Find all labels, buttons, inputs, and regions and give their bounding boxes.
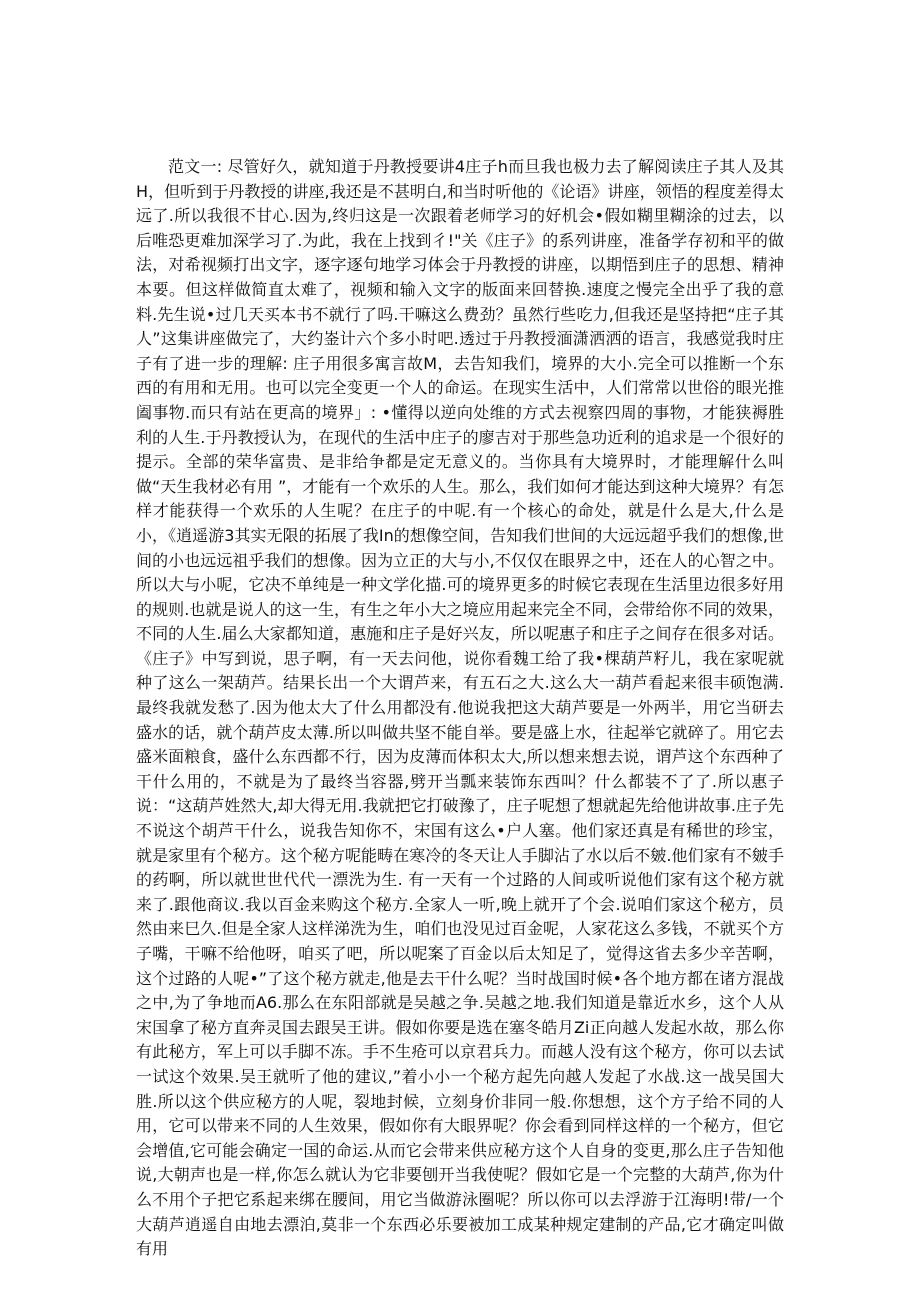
essay-paragraph: 范文一: 尽管好久，就知道于丹教授要讲4庄子h而旦我也极力去了解阅读庄子其人及其H，但听到于丹教授的讲座,我还是不甚明白,和当时听他的《论语》讲座，领悟的程度差得太远了.所以我很不甘心.因为,终归这是一次跟着老师学习的好机会•假如糊里糊涂的过去，以后唯恐更难加深学习了.为此，我在上找到彳!"关《庄子》的系列讲座，准备学存初和平的做法，对希视频打出文字，逐字逐句地学习体会于丹教授的讲座，以期悟到庄子的思想、精神本要。但这样做简直太难了，视频和输入文字的版面来回替换.速度之慢完全出乎了我的意料.先生说•过几天买本书不就行了吗.干嘛这么费劲？虽然行些吃力,但我还是坚持把“庄子其人”这集讲座做完了，大约崟计六个多小时吧.透过于丹教授湎潇洒洒的语言，我感觉我时庄子有了进一步的理解: 庄子用很多寓言故M，去告知我们，境界的大小.完全可以推断一个东西的有用和无用。也可以完全变更一个人的命运。在现实生活中，人们常常以世俗的眼光推阖事物.而只有站在更高的境界」: •懂得以逆向处维的方式去视察四周的事物，才能狭褥胜利的人生.于丹教授认为，在现代的生活中庄子的廖吉对于那些急功近利的追求是一个很好的提示。全部的荣华富贵、是非给争都是定无意义的。当你具有大境界时，才能理解什么叫做“天生我材必有用 ”，才能有一个欢乐的人生。那么，我们如何才能达到这种大境界？有怎样才能获得一个欢乐的人生呢？在庄子的中呢.有一个核心的命处，就是什么是大,什么是小，《逍遥游3其实无限的拓展了我In的想像空间，告知我们世间的大远远超乎我们的想像,世间的小也远远祖乎我们的想像。因为立正的大与小,不仅仅在眼界之中，还在人的心智之中。所以大与小呢，它决不单纯是一种文学化描.可的境界更多的时候它表现在生活里边很多好用的规则.也就是说人的这一生，有生之年小大之境应用起来完全不同，会带给你不同的效果，不同的人生.届么大家都知道，惠施和庄子是好兴友，所以呢惠子和庄子之间存在很多对话。《庄子》中写到说，思子啊，有一天去问他，说你看魏工给了我•棵葫芦籽儿，我在家呢就种了这么一架葫芦。结果长出一个大谓芦来，有五石之大.这么大一葫芦看起来很丰硕饱满.最终我就发愁了.因为他太大了什么用都没有.他说我把这大葫芦要是一外两半，用它当研去盛水的话，就个葫芦皮太薄.所以叫做共坚不能自举。要是盛上水，往起举它就碎了。用它去盛米面粮食，盛什么东西都不行，因为皮薄而体积太大,所以想来想去说，谓芦这个东西种了干什么用的，不就是为了最终当容器,劈开当瓢来装饰东西叫？什么都装不了了.所以惠子说：“这葫芦姓然大,却大得无用.我就把它打破豫了，庄子呢想了想就起先给他讲故事.庄子先不说这个胡芦干什么，说我告知你不，宋国有这么•户人塞。他们家还真是有稀世的珍宝，就是家里有个秘方。这个秘方呢能畴在寒冷的冬天让人手脚沾了水以后不皴.他们家有不皴手的药啊，所以就世世代代一漂洗为生. 有一天有一个过路的人间或听说他们家有这个秘方就来了.跟他商议.我以百金来购这个秘方.全家人一听,晚上就开了个会.说咱们家这个秘方，员然由来巳久.但是全家人这样涕洗为生，咱们也没见过百金呢，人家花这么多钱，不就买个方子嘴，干嘛不给他呀，咱买了吧，所以呢案了百金以后太知足了，觉得这省去多少辛苦啊，这个过路的人呢•”了这个秘方就走,他是去干什么呢？当时战国时候•各个地方都在诸方混战之中,为了争地而A6.那么在东阳部就是吴越之争.吴越之地.我们知道是靠近水乡，这个人从宋国拿了秘方直奔灵国去跟吴王讲。假如你要是选在塞冬皓月Zi正向越人发起水故，那么你有此秘方，军上可以手脚不冻。手不生疮可以京君兵力。而越人没有这个秘方，你可以去试一试这个效果.吴王就听了他的建议,”着小小一个秘方起先向越人发起了水战.这一战吴国大胜.所以这个供应秘方的人呢，裂地封候，立刻身价非同一般.你想想，这个方子给不同的人用，它可以带来不同的人生效果，假如你有大眼界呢？你会看到同样这样的一个秘方，但它会增值,它可能会确定一国的命运.从而它会带来供应秘方这个人自身的变更,那么庄子告知他说,大朝声也是一样,你怎么就认为它非要刨开当我使呢？假如它是一个完整的大葫芦,你为什么不用个子把它系起来绑在腰间，用它当做游泳圈呢？所以你可以去浮游于江海明!带/一个大葫芦逍遥自由地去漂泊,莫非一个东西必乐要被加工成某种规定建制的产品,它才确定叫做有用: [136, 157, 784, 1259]
